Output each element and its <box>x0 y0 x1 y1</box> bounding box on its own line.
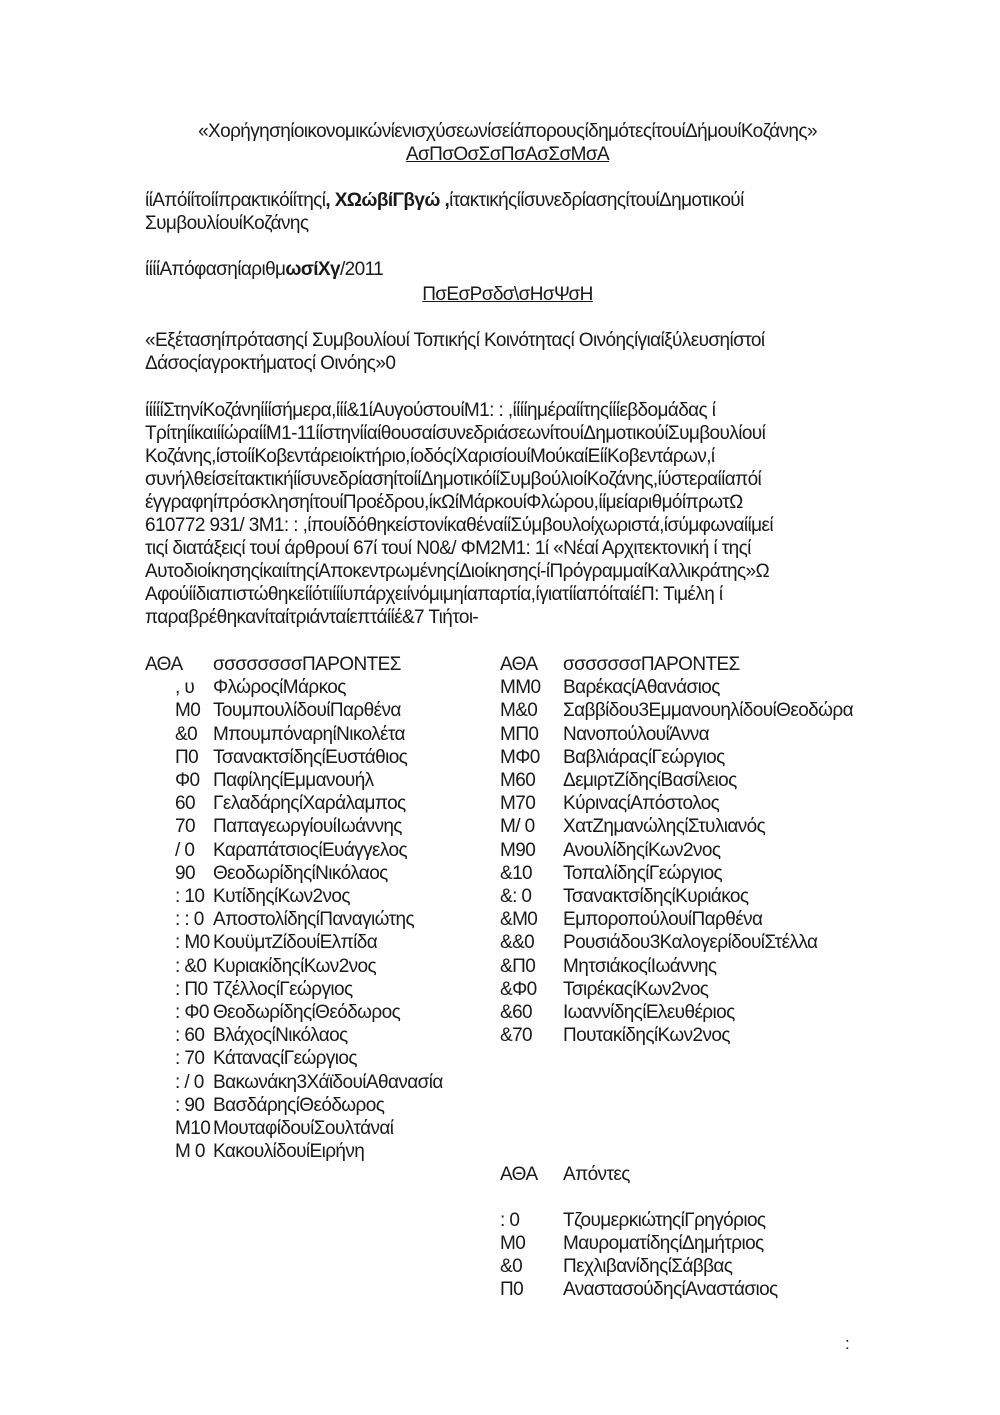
header-number: ΑΘΑ <box>500 654 538 675</box>
member-number: Μ0 <box>175 700 201 722</box>
member-name: ΠαφίληςίΕμμανουήλ <box>213 770 374 791</box>
member-number: 90 <box>175 862 195 884</box>
member-number: Μ90 <box>500 839 536 861</box>
extract-suffix: ίτακτικήςίίσυνεδρίασηςίτουίΔημοτικούί <box>449 190 744 211</box>
member-name: ΜητσιάκοςίΙωάννης <box>563 955 717 977</box>
member-number: : 60 <box>175 1025 205 1047</box>
body-line: τιςί διατάξειςί τουί άρθρουί 67ί τουί Ν0&/ ΦΜ2Μ1: 1ί «Νέαί Αρχιτεκτονική ί τηςί <box>145 538 751 559</box>
header-label: Απόντες <box>563 1164 630 1185</box>
member-name: ΘεοδωρίδηςίΝικόλαος <box>213 862 388 884</box>
member-name: ΒαβλιάραςίΓεώργιος <box>563 746 725 768</box>
decision-suffix: /2011 <box>339 259 384 280</box>
member-name: ΤοπαλίδηςίΓεώργιος <box>563 862 723 884</box>
member-name: ΑποστολίδηςίΠαναγιώτης <box>213 909 414 931</box>
header-number: ΑΘΑ <box>145 654 183 675</box>
member-number: &0 <box>175 723 198 745</box>
member-name: ΚουϋμτΖίδουίΕλπίδα <box>213 932 378 954</box>
member-name: Σαββίδου3ΕμμανουηλίδουίΘεοδώρα <box>563 700 853 722</box>
member-name: ΓελαδάρηςίΧαράλαμπος <box>213 793 406 815</box>
body-line: ίίίίίΣτηνίΚοζάνηίίίσήμερα,ίίί&1ίΑυγούστουίΜ1: : ,ίίίίημέραίίτηςίίίεβδομάδας ί <box>145 400 716 421</box>
member-name: ΒλάχοςίΝικόλαος <box>213 1025 348 1047</box>
member-number: : 70 <box>175 1048 205 1070</box>
member-number: &0 <box>500 1256 523 1277</box>
member-number: Π0 <box>175 746 199 768</box>
body-line: 610772 931/ 3Μ1: : ,ίπουίδόθηκείστονίκαθέναίίΣύμβουλοίχωριστά,ίσύμφωναίίμεί <box>145 515 773 536</box>
member-name: ΘεοδωρίδηςίΘεόδωρος <box>213 1002 401 1023</box>
decision-heading: ΠσΕσΡσδσ\σΗσΨσΗ <box>422 284 593 305</box>
body-line: Κοζάνης,ίστοίίΚοβεντάρειοίκτήριο,ίοδόςίΧαρισίουίΜούκαίΕίίΚοβεντάρων,ί <box>145 446 715 467</box>
member-number: Μ 0 <box>175 1141 205 1163</box>
member-number: : 10 <box>175 886 205 907</box>
member-number: : Φ0 <box>175 1002 209 1023</box>
body-line: ΑυτοδιοίκησηςίκαιίτηςίΑποκεντρωμένηςίΔιοίκησηςί-ίΠρόγραμμαίΚαλλικράτης»Ω <box>145 561 770 582</box>
member-name: ΝανοπούλουίΆννα <box>563 723 710 745</box>
extract-prefix: ίίΑπόίίτοίίπρακτικόίίτηςί <box>145 190 326 211</box>
member-name: ΕμποροπούλουίΠαρθένα <box>563 909 763 931</box>
absent-header <box>500 1163 630 1186</box>
body-line: Αφούίίδιαπιστώθηκείίότιίίίυπάρχειίνόμιμηίαπαρτία,ίγιατίίαπόίταίέΠ: Τιμέλη ί <box>145 584 723 605</box>
member-number: : 0 <box>500 1210 520 1231</box>
decision-line <box>145 258 870 281</box>
extract-session-number: , ΧΩώβίΓβγώ , <box>325 190 450 211</box>
member-name: ΜαυροματίδηςίΔημήτριος <box>563 1233 764 1254</box>
member-number: Μ70 <box>500 793 536 815</box>
member-number: 60 <box>175 793 195 815</box>
member-number: : 90 <box>175 1094 205 1116</box>
title-heading: ΑσΠσΟσΣσΠσΑσΣσΜσΑ <box>405 144 610 165</box>
member-number: Μ/ 0 <box>500 816 535 838</box>
member-name: ΒασδάρηςίΘεόδωρος <box>213 1094 385 1116</box>
decision-number: ωσίΧγ <box>285 259 340 280</box>
member-name: ΚύριναςίΑπόστολος <box>563 793 720 815</box>
subject-line-1: «Εξέτασηίπρότασηςί Συμβουλίουί Τοπικήςί Κοινότηταςί Οινόηςίγιαίξύλευσηίστοί <box>145 330 765 351</box>
member-name: ΠεχλιβανίδηςίΣάββας <box>563 1256 733 1277</box>
present-header-left <box>145 653 401 676</box>
member-number: Φ0 <box>175 770 200 791</box>
member-name: ΚακουλίδουίΕιρήνη <box>213 1141 365 1163</box>
member-number: : Μ0 <box>175 932 210 954</box>
member-number: ΜΜ0 <box>500 677 541 699</box>
member-name: Ρουσιάδου3ΚαλογερίδουίΣτέλλα <box>563 932 818 954</box>
extract-line <box>145 189 870 212</box>
member-number: &Μ0 <box>500 909 538 931</box>
member-number: &: 0 <box>500 886 532 907</box>
member-name: ΚυριακίδηςίΚων2νος <box>213 955 377 977</box>
member-name: ΔεμιρτΖίδηςίΒασίλειος <box>563 770 737 791</box>
member-name: ΚυτίδηςίΚων2νος <box>213 886 350 907</box>
body-line: συνήλθείσείτακτικήίίσυνεδρίασηίτοίίΔημοτικόίίΣυμβούλιοίΚοζάνης,ίύστεραίίαπόί <box>145 469 762 490</box>
member-name: ΤσιρέκαςίΚων2νος <box>563 978 709 1000</box>
member-name: ΤουμπουλίδουίΠαρθένα <box>213 700 401 722</box>
member-number: Μ10 <box>175 1118 211 1139</box>
member-name: ΤζουμερκιώτηςίΓρηγόριος <box>563 1210 766 1231</box>
member-name: ΤσανακτσίδηςίΚυριάκος <box>563 886 749 907</box>
header-label: σσσσσσσσΠΑΡΟΝΤΕΣ <box>213 654 401 675</box>
member-number: : &0 <box>175 955 207 977</box>
present-header-right <box>500 653 740 676</box>
body-line: ΤρίτηίίκαιίίώραίίΜ1-11ίίστηνίίαίθουσαίσυνεδριάσεωνίτουίΔημοτικούίΣυμβουλίουί <box>145 423 766 444</box>
member-number: Π0 <box>500 1279 524 1300</box>
title-line: «ΧορήγησηίοικονομικώνίενισχύσεωνίσείάπορουςίδημότεςίτουίΔήμουίΚοζάνης» <box>198 121 817 142</box>
member-name: ΧατΖημανώληςίΣτυλιανός <box>563 816 766 838</box>
header-label: σσσσσσσΠΑΡΟΝΤΕΣ <box>563 654 740 675</box>
decision-prefix: ίίίίΑπόφασηίαριθμ <box>145 259 286 280</box>
member-name: ΤζέλλοςίΓεώργιος <box>213 978 353 1000</box>
member-number: &Π0 <box>500 955 536 977</box>
member-number: &&0 <box>500 932 535 954</box>
member-number: &60 <box>500 1002 533 1023</box>
member-number: ΜΠ0 <box>500 723 539 745</box>
member-number: : Π0 <box>175 978 208 1000</box>
member-name: ΑνουλίδηςίΚων2νος <box>563 839 721 861</box>
extract-line-2: ΣυμβουλίουίΚοζάνης <box>145 213 309 234</box>
member-number: : : 0 <box>175 909 204 931</box>
member-name: ΚάταναςίΓεώργιος <box>213 1048 357 1070</box>
member-number: / 0 <box>175 839 195 861</box>
member-name: ΠαπαγεωργίουίΙωάννης <box>213 816 402 838</box>
member-number: &10 <box>500 862 533 884</box>
subject-line-2: Δάσοςίαγροκτήματοςί Οινόης»0 <box>145 353 396 374</box>
member-name: ΒαρέκαςίΑθανάσιος <box>563 677 720 699</box>
member-name: ΚαραπάτσιοςίΕυάγγελος <box>213 839 408 861</box>
member-name: ΤσανακτσίδηςίΕυστάθιος <box>213 746 408 768</box>
member-number: &70 <box>500 1025 533 1047</box>
member-name: ΜπουμπόναρηίΝικολέτα <box>213 723 405 745</box>
member-number: ΜΦ0 <box>500 746 540 768</box>
member-number: 70 <box>175 816 195 838</box>
member-name: ΦλώροςίΜάρκος <box>213 677 346 699</box>
member-name: ΙωαννίδηςίΕλευθέριος <box>563 1002 735 1023</box>
member-number: Μ&0 <box>500 700 538 722</box>
member-name: ΑναστασούδηςίΑναστάσιος <box>563 1279 778 1300</box>
body-line: έγγραφηίπρόσκλησηίτουίΠροέδρου,ίκΩίΜάρκουίΦλώρου,ίίμείαριθμόίπρωτΩ <box>145 492 743 513</box>
member-number: , υ <box>175 677 195 699</box>
member-name: ΜουταφίδουίΣουλτάναί <box>213 1118 394 1139</box>
header-number: ΑΘΑ <box>500 1164 538 1185</box>
member-number: : / 0 <box>175 1071 204 1093</box>
member-number: Μ0 <box>500 1233 526 1254</box>
page-number: : <box>845 1334 850 1353</box>
member-number: &Φ0 <box>500 978 537 1000</box>
member-name: ΠουτακίδηςίΚων2νος <box>563 1025 730 1047</box>
member-name: Βακωνάκη3ΧάϊδουίΑθανασία <box>213 1071 443 1093</box>
member-number: Μ60 <box>500 770 536 791</box>
body-line: παραβρέθηκανίταίτριάνταίεπτάίίέ&7 Τιήτοι- <box>145 607 479 628</box>
